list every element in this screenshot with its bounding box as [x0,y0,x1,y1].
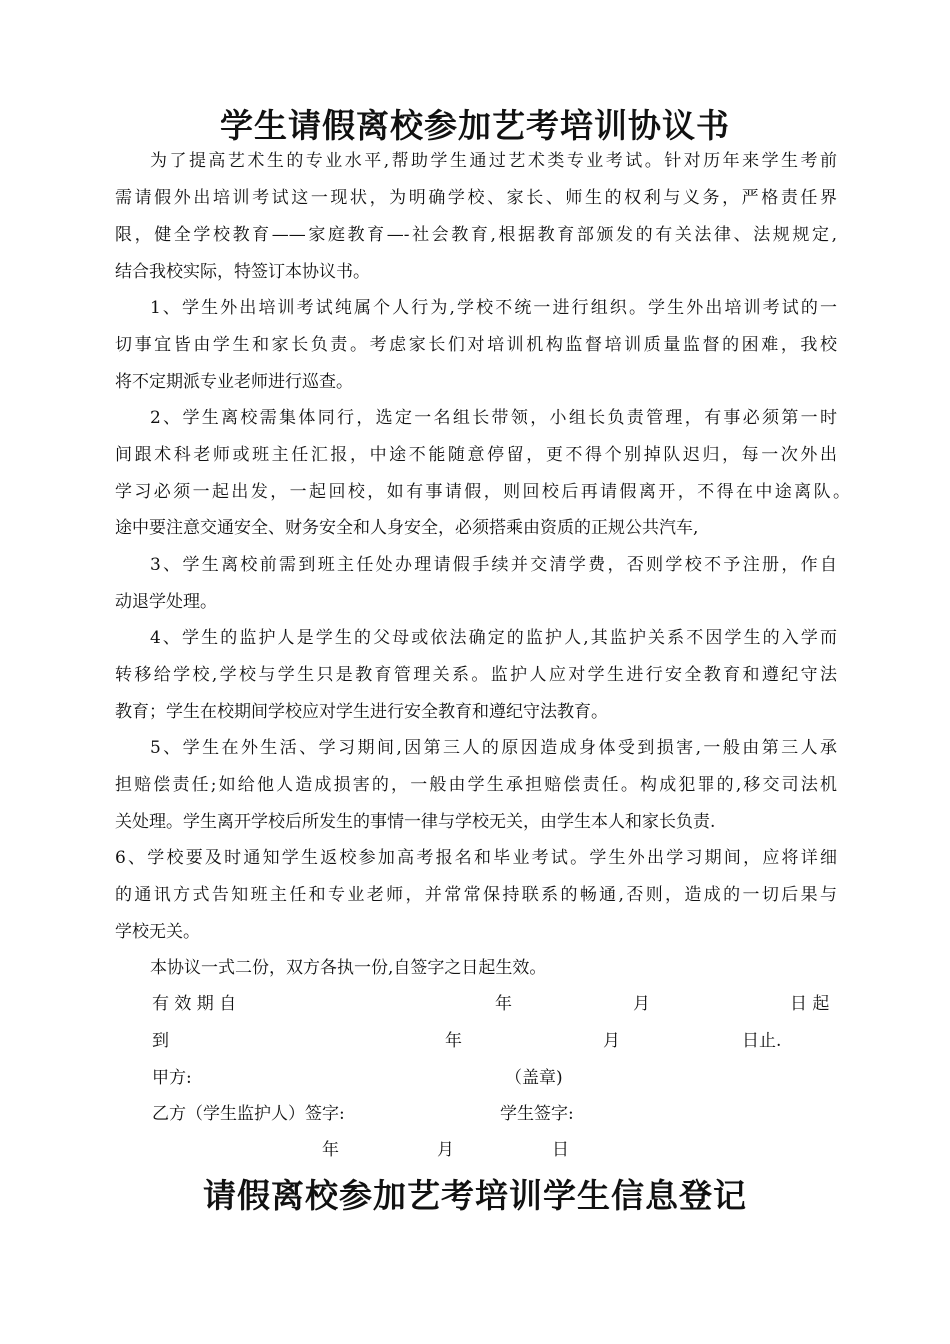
intro-line: 为了提高艺术生的专业水平,帮助学生通过艺术类专业考试。针对历年来学生考前 [150,151,837,171]
clause-4-line: 教育；学生在校期间学校应对学生进行安全教育和遵纪守法教育。 [115,702,608,722]
clause-6-line: 的通讯方式告知班主任和专业老师，并常常保持联系的畅通,否则，造成的一切后果与 [115,885,837,905]
clause-2-line: 学习必须一起出发，一起回校，如有事请假，则回校后再请假离开，不得在中途离队。 [115,482,850,502]
validity-to-month-label: 月 [603,1031,620,1051]
clause-3-line: 3、学生离校前需到班主任处办理请假手续并交清学费，否则学校不予注册，作自 [150,555,837,575]
clause-5-line: 5、学生在外生活、学习期间,因第三人的原因造成身体受到损害,一般由第三人承 [150,738,837,758]
clause-5-line: 担赔偿责任;如给他人造成损害的，一般由学生承担赔偿责任。构成犯罪的,移交司法机 [115,775,837,795]
party-b-label: 乙方（学生监护人）签字: [152,1104,345,1124]
validity-to-year-label: 年 [445,1031,462,1051]
sign-date-day: 日 [552,1140,569,1160]
clause-1-line: 将不定期派专业老师进行巡查。 [115,372,353,392]
party-a-label: 甲方: [152,1068,192,1088]
sign-date-year: 年 [322,1140,339,1160]
clause-1-line: 切事宜皆由学生和家长负责。考虑家长们对培训机构监督培训质量监督的困难，我校 [115,335,837,355]
document-title: 学生请假离校参加艺考培训协议书 [220,106,730,145]
party-a-seal-label: （盖章) [505,1068,563,1088]
clause-6-line: 6、学校要及时通知学生返校参加高考报名和毕业考试。学生外出学习期间，应将详细 [115,848,837,868]
clause-2-line: 2、学生离校需集体同行，选定一名组长带领，小组长负责管理，有事必须第一时 [150,408,837,428]
intro-line: 结合我校实际，特签订本协议书。 [115,262,370,282]
validity-year-label: 年 [495,994,512,1014]
copies-statement: 本协议一式二份，双方各执一份,自签字之日起生效。 [150,958,547,978]
validity-day-from-label: 日 起 [790,994,830,1014]
validity-to-label: 到 [152,1031,169,1051]
clause-2-line: 途中要注意交通安全、财务安全和人身安全，必须搭乘由资质的正规公共汽车, [115,518,699,538]
validity-day-to-label: 日止. [742,1031,782,1051]
registration-section-title: 请假离校参加艺考培训学生信息登记 [203,1176,747,1215]
clause-6-line: 学校无关。 [115,922,200,942]
student-sign-label: 学生签字: [500,1104,574,1124]
clause-1-line: 1、学生外出培训考试纯属个人行为,学校不统一进行组织。学生外出培训考试的一 [150,298,837,318]
clause-5-line: 关处理。学生离开学校后所发生的事情一律与学校无关，由学生本人和家长负责. [115,812,716,832]
clause-4-line: 转移给学校,学校与学生只是教育管理关系。监护人应对学生进行安全教育和遵纪守法 [115,665,837,685]
validity-from-label: 有 效 期 自 [152,994,237,1014]
clause-3-line: 动退学处理。 [115,592,217,612]
clause-2-line: 间跟术科老师或班主任汇报，中途不能随意停留，更不得个别掉队迟归，每一次外出 [115,445,837,465]
intro-line: 需请假外出培训考试这一现状，为明确学校、家长、师生的权利与义务，严格责任界 [115,188,837,208]
validity-month-label: 月 [633,994,650,1014]
clause-4-line: 4、学生的监护人是学生的父母或依法确定的监护人,其监护关系不因学生的入学而 [150,628,837,648]
sign-date-month: 月 [437,1140,454,1160]
intro-line: 限，健全学校教育——家庭教育—-社会教育,根据教育部颁发的有关法律、法规规定, [115,225,837,245]
